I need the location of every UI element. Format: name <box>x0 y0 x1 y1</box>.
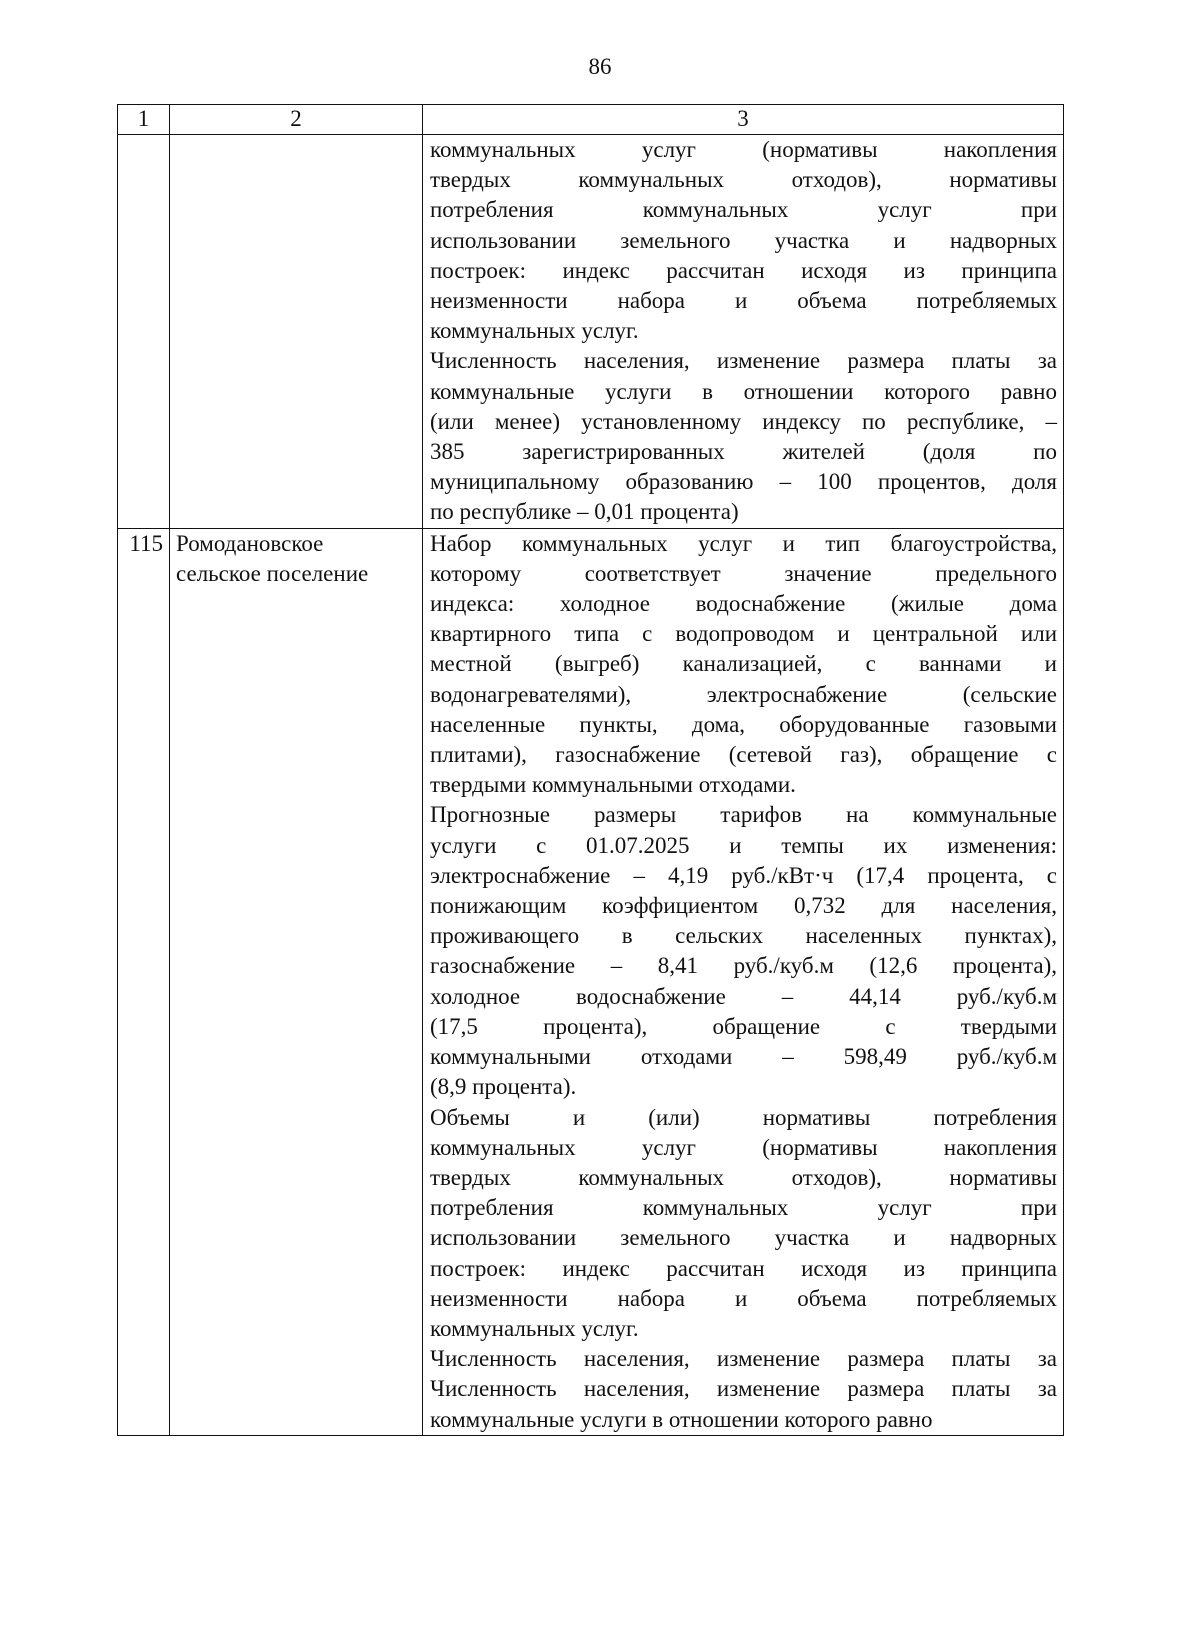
text-line: Численность населения, изменение размера платы за <box>430 1346 1057 1372</box>
text-line: услуги с 01.07.2025 и темпы их изменения: <box>430 832 1057 858</box>
text-line: понижающим коэффициентом 0,732 для населения, <box>430 893 1057 919</box>
text-line: населенные пункты, дома, оборудованные газовыми <box>430 711 1057 737</box>
tariff-table <box>117 104 1064 1436</box>
text-line: построек: индекс рассчитан исходя из принципа <box>430 1255 1057 1281</box>
row-number: 115 <box>118 528 170 1435</box>
header-col-1: 1 <box>118 105 170 135</box>
text-line: индекса: холодное водоснабжение (жилые дома <box>430 591 1057 617</box>
text-line: Объемы и (или) нормативы потребления <box>430 1104 1057 1130</box>
text-line: плитами), газоснабжение (сетевой газ), обращение с <box>430 742 1057 768</box>
paragraph <box>430 800 1057 1102</box>
text-line: неизменности набора и объема потребляемых <box>430 1285 1057 1311</box>
header-col-3: 3 <box>423 105 1064 135</box>
text-line: твердых коммунальных отходов), нормативы <box>430 167 1057 193</box>
header-col-2: 2 <box>170 105 423 135</box>
text-line: местной (выгреб) канализацией, с ваннами и <box>430 651 1057 677</box>
row-name-cell <box>170 135 423 529</box>
text-line: холодное водоснабжение – 44,14 руб./куб.м <box>430 983 1057 1009</box>
text-line: которому соответствует значение предельного <box>430 560 1057 586</box>
text-line: твердыми коммунальными отходами. <box>430 772 796 798</box>
paragraph <box>430 1103 1057 1345</box>
paragraph <box>430 346 1057 527</box>
table-row-continuation <box>118 135 1064 529</box>
text-line: коммунальные услуги в отношении которого равно <box>430 378 1057 404</box>
description-text <box>430 135 1057 528</box>
text-line: квартирного типа с водопроводом и центральной или <box>430 621 1057 647</box>
text-line: потребления коммунальных услуг при <box>430 1195 1057 1221</box>
text-line: построек: индекс рассчитан исходя из принципа <box>430 257 1057 283</box>
text-line: газоснабжение – 8,41 руб./куб.м (12,6 процента), <box>430 953 1057 979</box>
paragraph <box>430 529 1057 801</box>
text-line: электроснабжение – 4,19 руб./кВт·ч (17,4 процента, с <box>430 862 1057 888</box>
table-row-115 <box>118 528 1064 1435</box>
settlement-name-line: Ромодановское <box>176 530 324 556</box>
text-line: (8,9 процента). <box>430 1074 577 1100</box>
description-text <box>430 529 1057 1435</box>
text-line: твердых коммунальных отходов), нормативы <box>430 1164 1057 1190</box>
text-line: водонагревателями), электроснабжение (сельские <box>430 681 1057 707</box>
paragraph <box>430 1344 1057 1435</box>
text-line: коммунальных услуг (нормативы накопления <box>430 1134 1057 1160</box>
text-line: проживающего в сельских населенных пунктах), <box>430 923 1057 949</box>
page-number: 86 <box>588 54 612 79</box>
settlement-name-line: сельское поселение <box>176 560 369 586</box>
text-line: Численность населения, изменение размера платы за <box>430 348 1057 374</box>
text-line: неизменности набора и объема потребляемых <box>430 288 1057 314</box>
row-description-cell <box>423 135 1064 529</box>
text-line: Численность населения, изменение размера платы за <box>430 1376 1057 1402</box>
text-line: использовании земельного участка и надворных <box>430 227 1057 253</box>
table-header-row <box>118 105 1064 135</box>
text-line: коммунальными отходами – 598,49 руб./куб.м <box>430 1044 1057 1070</box>
text-line: коммунальных услуг. <box>430 1315 639 1341</box>
row-number-cell <box>118 135 170 529</box>
text-line: Набор коммунальных услуг и тип благоустройства, <box>430 530 1057 556</box>
paragraph <box>430 135 1057 346</box>
row-description-cell <box>423 528 1064 1435</box>
text-line: (или менее) установленному индексу по республике, – <box>430 408 1057 434</box>
text-line: Прогнозные размеры тарифов на коммунальные <box>430 802 1057 828</box>
text-line: потребления коммунальных услуг при <box>430 197 1057 223</box>
settlement-name <box>170 528 423 1435</box>
text-line: коммунальные услуги в отношении которого равно <box>430 1406 933 1432</box>
text-line: по республике – 0,01 процента) <box>430 499 739 525</box>
text-line: (17,5 процента), обращение с твердыми <box>430 1013 1057 1039</box>
text-line: 385 зарегистрированных жителей (доля по <box>430 439 1057 465</box>
text-line: коммунальных услуг. <box>430 318 639 344</box>
text-line: использовании земельного участка и надворных <box>430 1225 1057 1251</box>
text-line: коммунальных услуг (нормативы накопления <box>430 137 1057 162</box>
text-line: муниципальному образованию – 100 процентов, доля <box>430 469 1057 495</box>
